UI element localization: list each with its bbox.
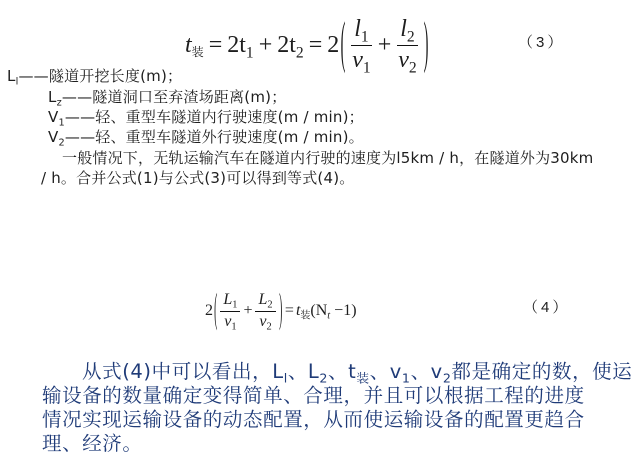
conclusion-line-4: 理、经济。 <box>42 432 143 455</box>
eq4-number: （4） <box>523 299 571 316</box>
eq3-left-paren: ( <box>340 12 346 75</box>
equation-3 <box>185 14 430 76</box>
eq4-frac-1: $\frac{L_1}{v_1}$ <box>220 292 240 331</box>
definition-2: $L_z——$隧道洞口至弃渣场距离(m)； <box>48 88 287 109</box>
eq4-plus: + <box>243 302 253 319</box>
equation-4 <box>205 283 357 339</box>
conclusion-line-3: 情况实现运输设备的动态配置，从而使运输设备的配置更趋合 <box>42 408 585 431</box>
definition-1: $L_l——$隧道开挖长度(m)； <box>7 67 183 88</box>
paragraph-1-line-1: 一般情况下，无轨运输汽车在隧道内行驶的速度为l5km / h，在隧道外为30km <box>62 149 594 167</box>
eq3-factor: 2 <box>327 31 340 58</box>
eq3-term1: $2t_1$ <box>227 31 254 61</box>
eq3-plus: + <box>258 31 273 58</box>
conclusion-line-2: 输设备的数量确定变得简单、合理，并且可以根据工程的进度 <box>42 384 585 407</box>
eq4-left-paren: ( <box>214 287 218 332</box>
eq3-equals-2: = <box>308 31 323 58</box>
definition-4: $V_2——$轻、重型车隧道外行驶速度(m / min)。 <box>48 128 364 149</box>
eq4-equals: = <box>284 302 294 319</box>
definition-3: $V_1——$轻、重型车隧道内行驶速度(m / min)； <box>48 108 364 129</box>
eq3-equals: = <box>208 31 223 58</box>
eq3-term2: $2t_2$ <box>277 31 304 61</box>
eq3-number: （3） <box>518 34 566 51</box>
paragraph-1-line-2: / h。合并公式(1)与公式(3)可以得到等式(4)。 <box>41 169 355 187</box>
eq4-frac-2: $\frac{L_2}{v_2}$ <box>255 292 275 331</box>
eq4-factor: 2 <box>205 302 213 319</box>
eq4-rhs: $t_装(N_t -1)$ <box>295 302 357 322</box>
eq3-frac-1: $\frac{l_1}{v_1}$ <box>352 16 371 76</box>
conclusion-line-1: 从式(4)中可以看出，$L_l$、$L_2$、$t_装$、$v_1$、$v_2$都是确定的数，使运 <box>82 360 633 386</box>
eq3-lhs: $t_装$ <box>185 31 204 59</box>
eq3-inner-plus: + <box>377 31 392 58</box>
eq3-right-paren: ) <box>423 12 429 75</box>
eq4-right-paren: ) <box>278 287 282 332</box>
eq3-frac-2: $\frac{l_2}{v_2}$ <box>398 16 417 76</box>
